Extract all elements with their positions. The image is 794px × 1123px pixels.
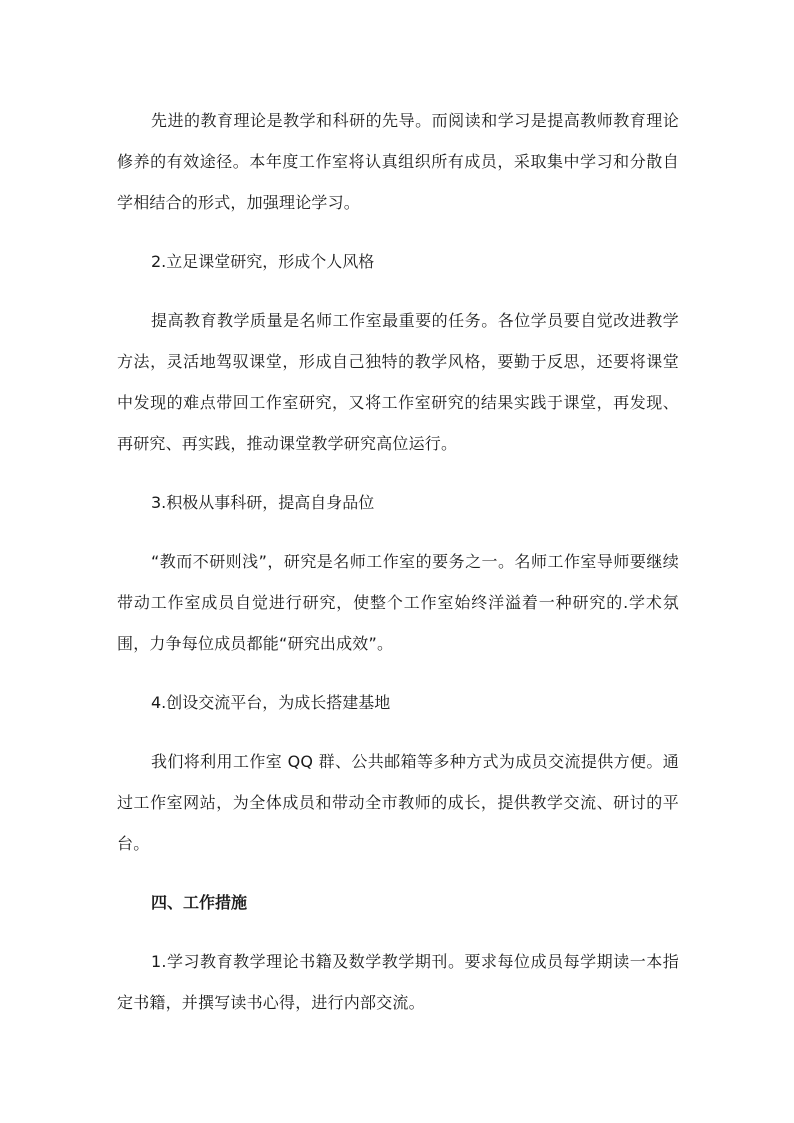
heading-exchange-platform: 4.创设交流平台，为成长搭建基地 [151, 693, 391, 712]
paragraph-reading-requirement: 1.学习教育教学理论书籍及数学教学期刊。要求每位成员每学期读一本指定书籍，并撰写读书心得，进行内部交流。 [117, 952, 679, 1012]
heading-classroom-research: 2.立足课堂研究，形成个人风格 [151, 252, 375, 271]
paragraph-research-atmosphere: “教而不研则浅”，研究是名师工作室的要务之一。名师工作室导师要继续带动工作室成员自觉进行研究，使整个工作室始终洋溢着一种研究的.学术氛围，力争每位成员都能“研究出成效”。 [117, 552, 679, 653]
paragraph-teaching-quality: 提高教育教学质量是名师工作室最重要的任务。各位学员要自觉改进教学方法，灵活地驾驭课堂，形成自己独特的教学风格，要勤于反思，还要将课堂中发现的难点带回工作室研究，又将工作室研究的结果实践于课堂，再发现、再研究、再实践，推动课堂教学研究高位运行。 [117, 311, 679, 453]
paragraph-exchange-methods: 我们将利用工作室 QQ 群、公共邮箱等多种方式为成员交流提供方便。通过工作室网站，为全体成员和带动全市教师的成长，提供教学交流、研讨的平台。 [117, 752, 679, 853]
heading-scientific-research: 3.积极从事科研，提高自身品位 [151, 493, 375, 512]
paragraph-theory-learning: 先进的教育理论是教学和科研的先导。而阅读和学习是提高教师教育理论修养的有效途径。本年度工作室将认真组织所有成员，采取集中学习和分散自学相结合的形式，加强理论学习。 [117, 111, 679, 212]
section-title-work-measures: 四、工作措施 [151, 893, 248, 912]
document-body [117, 100, 679, 1023]
